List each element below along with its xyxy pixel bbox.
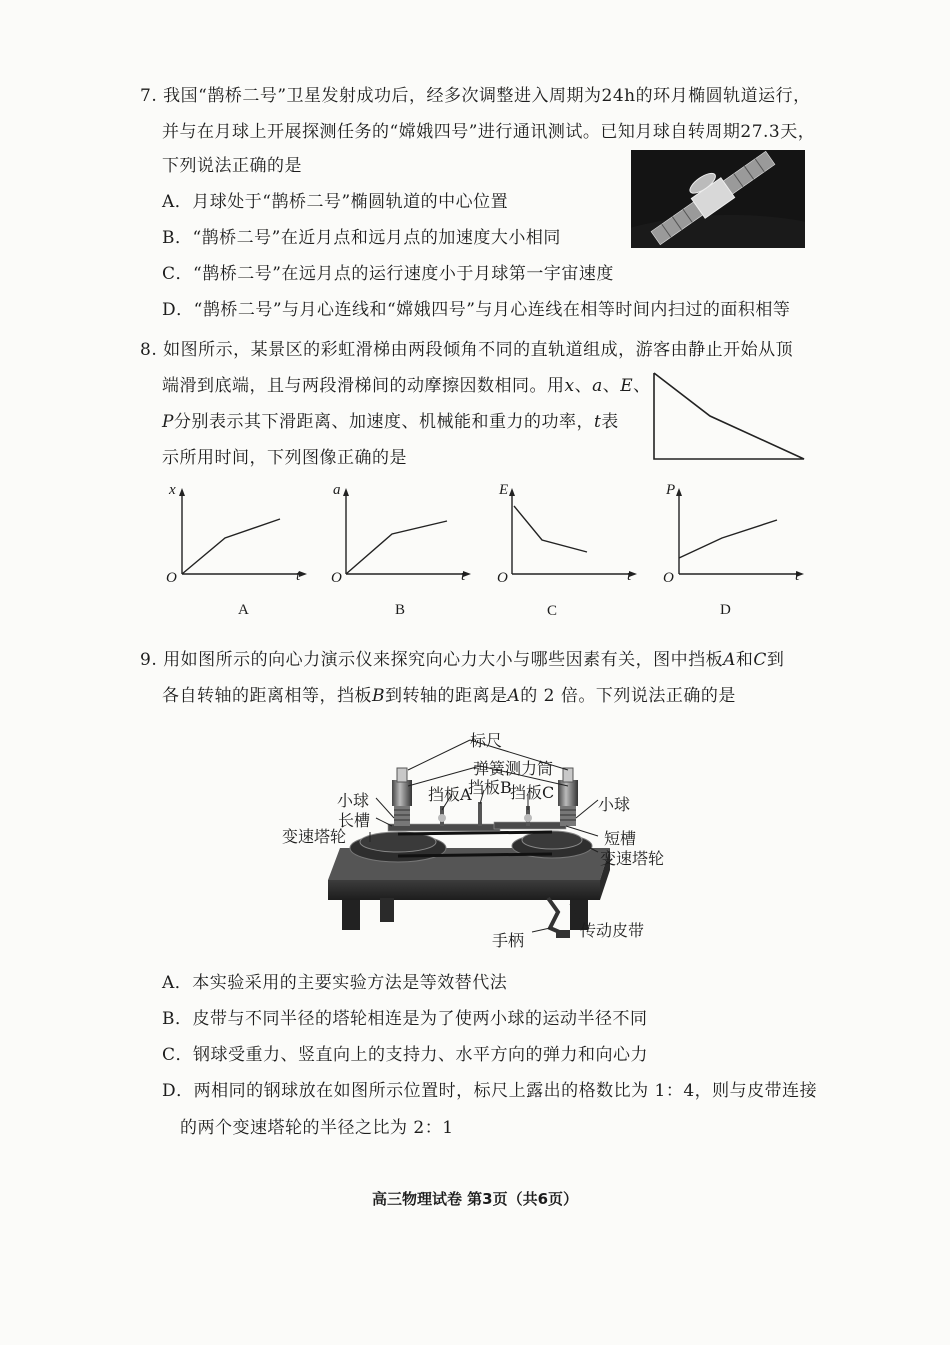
page-footer: 高三物理试卷 第3页（共6页） bbox=[371, 1190, 579, 1208]
q8-line-1: 8. 如图所示，某景区的彩虹滑梯由两段倾角不同的直轨道组成，游客由静止开始从顶 bbox=[140, 340, 794, 360]
var-t: t bbox=[593, 412, 602, 432]
q8-sep-2: 、 bbox=[602, 376, 621, 396]
graph-b-xaxis-label: t bbox=[461, 568, 466, 584]
q8-line-2 bbox=[162, 376, 651, 396]
graph-d-yaxis-label: P bbox=[666, 482, 676, 498]
var-p: P bbox=[162, 412, 174, 432]
label-baffle-a: 挡板A bbox=[428, 785, 472, 804]
q8-line-4: 示所用时间，下列图像正确的是 bbox=[162, 448, 407, 468]
label-long-slot: 长槽 bbox=[338, 811, 371, 830]
label-belt: 传动皮带 bbox=[580, 921, 645, 940]
var-a: a bbox=[592, 376, 603, 396]
label-baffle-c: 挡板C bbox=[510, 783, 555, 802]
label-ball-right: 小球 bbox=[598, 795, 631, 814]
q9-line-2-text: 各自转轴的距离相等，挡板 bbox=[162, 686, 372, 706]
q9-line-1 bbox=[140, 650, 784, 670]
graph-c-origin: O bbox=[497, 570, 508, 586]
graph-b-option: B bbox=[395, 602, 406, 618]
label-tower-left: 变速塔轮 bbox=[282, 827, 347, 846]
q9-line-1-and: 和 bbox=[735, 650, 754, 670]
slide-figure bbox=[650, 370, 808, 462]
q9-var-b: B bbox=[372, 686, 385, 706]
q9-var-a2: A bbox=[507, 686, 521, 706]
q9-option-d-cont: 的两个变速塔轮的半径之比为 2：1 bbox=[180, 1118, 454, 1138]
q8-line-2-text: 端滑到底端，且与两段滑梯间的动摩擦因数相同。用 bbox=[162, 376, 565, 396]
q9-line-2 bbox=[162, 686, 736, 706]
graph-b bbox=[329, 482, 479, 588]
graph-d-xaxis-label: t bbox=[795, 568, 800, 584]
q9-option-b: B．皮带与不同半径的塔轮相连是为了使两小球的运动半径不同 bbox=[162, 1009, 648, 1029]
q9-line-2-end: 的 2 倍。下列说法正确的是 bbox=[520, 686, 736, 706]
q8-sep-3: 、 bbox=[633, 376, 651, 396]
graph-c bbox=[495, 482, 645, 588]
q8-sep-1: 、 bbox=[574, 376, 593, 396]
q7-line-3: 下列说法正确的是 bbox=[162, 156, 302, 176]
q9-line-2-mid: 到转轴的距离是 bbox=[385, 686, 508, 706]
q9-var-a: A bbox=[723, 650, 736, 670]
q7-option-c: C．“鹊桥二号”在远月点的运行速度小于月球第一宇宙速度 bbox=[162, 264, 614, 284]
graph-c-option: C bbox=[547, 603, 558, 619]
q9-option-c: C．钢球受重力、竖直向上的支持力、水平方向的弹力和向心力 bbox=[162, 1045, 649, 1065]
graph-d-option: D bbox=[720, 602, 731, 618]
q7-option-a: A．月球处于“鹊桥二号”椭圆轨道的中心位置 bbox=[162, 192, 509, 212]
q8-line-3 bbox=[162, 412, 619, 432]
label-short-slot: 短槽 bbox=[604, 829, 637, 848]
label-ruler: 标尺 bbox=[470, 731, 503, 750]
graph-a-origin: O bbox=[166, 570, 177, 586]
q9-line-1-text: 9. 用如图所示的向心力演示仪来探究向心力大小与哪些因素有关，图中挡板 bbox=[140, 650, 724, 670]
q9-var-c: C bbox=[753, 650, 767, 670]
q7-option-b: B．“鹊桥二号”在近月点和远月点的加速度大小相同 bbox=[162, 228, 561, 248]
q8-line-3-end: 表 bbox=[601, 412, 619, 432]
graph-a-xaxis-label: t bbox=[296, 568, 301, 584]
graph-d bbox=[662, 482, 812, 588]
label-spring: 弹簧测力筒 bbox=[473, 759, 554, 778]
q7-line-1: 7. 我国“鹊桥二号”卫星发射成功后，经多次调整进入周期为24h的环月椭圆轨道运行， bbox=[140, 86, 811, 106]
var-e: E bbox=[620, 376, 634, 396]
graph-a-option: A bbox=[238, 602, 249, 618]
graph-d-origin: O bbox=[663, 570, 674, 586]
q9-line-1-end: 到 bbox=[766, 650, 785, 670]
q7-line-2: 并与在月球上开展探测任务的“嫦娥四号”进行通讯测试。已知月球自转周期27.3天， bbox=[162, 122, 816, 142]
q8-line-3-text: 分别表示其下滑距离、加速度、机械能和重力的功率， bbox=[173, 412, 594, 432]
graph-c-xaxis-label: t bbox=[627, 568, 632, 584]
q7-option-d: D．“鹊桥二号”与月心连线和“嫦娥四号”与月心连线在相等时间内扫过的面积相等 bbox=[162, 300, 791, 320]
satellite-photo bbox=[631, 150, 805, 248]
graph-b-origin: O bbox=[331, 570, 342, 586]
q9-option-d: D．两相同的钢球放在如图所示位置时，标尺上露出的格数比为 1：4，则与皮带连接 bbox=[162, 1081, 818, 1101]
graph-a bbox=[165, 482, 315, 588]
label-baffle-b: 挡板B bbox=[468, 778, 512, 797]
label-ball-left: 小球 bbox=[337, 791, 370, 810]
q9-option-a: A．本实验采用的主要实验方法是等效替代法 bbox=[162, 973, 508, 993]
label-handle: 手柄 bbox=[492, 931, 525, 950]
label-tower-right: 变速塔轮 bbox=[600, 849, 665, 868]
graph-c-yaxis-label: E bbox=[499, 482, 509, 498]
graph-b-yaxis-label: a bbox=[333, 482, 341, 498]
var-x: x bbox=[564, 376, 575, 396]
graph-a-yaxis-label: x bbox=[169, 482, 176, 498]
